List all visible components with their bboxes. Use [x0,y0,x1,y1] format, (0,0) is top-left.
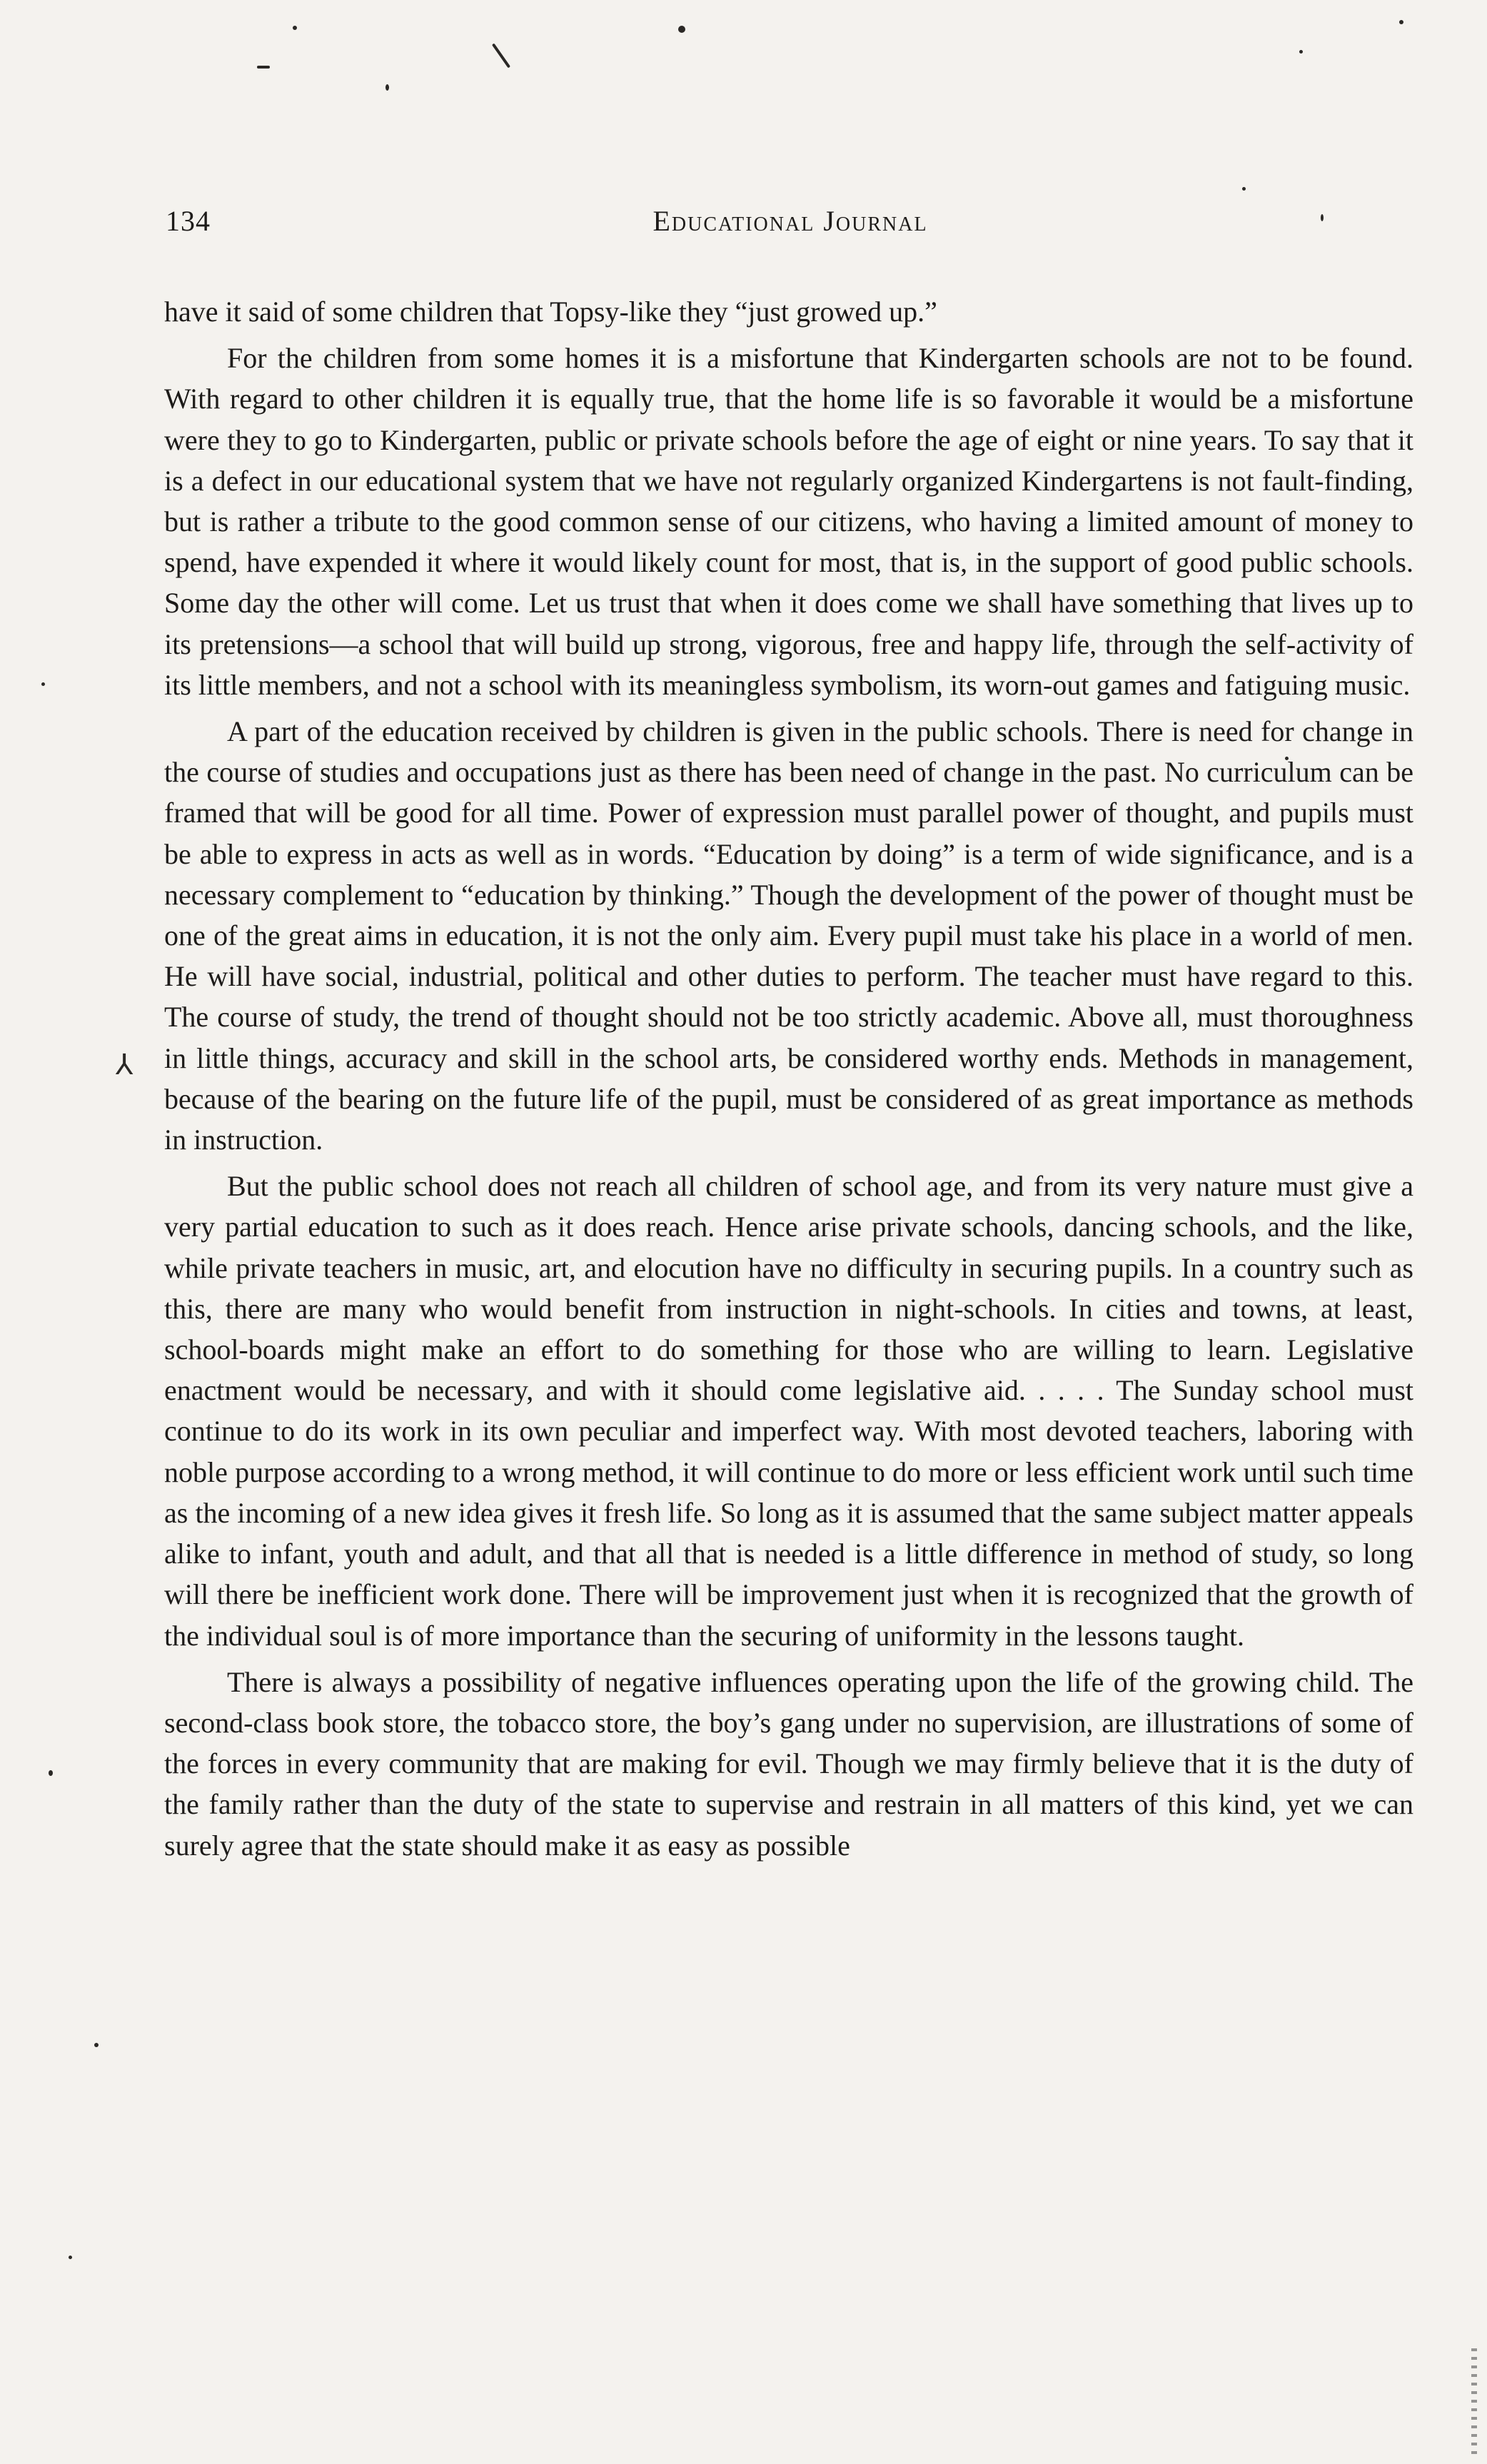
scan-speck [49,1770,53,1776]
paragraph: For the children from some homes it is a misfortune that Kindergarten schools are not to be found. With regard to other children it is equally true, that the home life is so favorable it would be a misfortune were they to go to Kindergarten, public or private schools before the age of eight or nine years. To say that it is a defect in our educational system that we have not regularly organized Kindergartens is not fault-finding, but is rather a tribute to the good common sense of our citizens, who having a limited amount of money to spend, have expended it where it would likely count for most, that is, in the support of good public schools. Some day the other will come. Let us trust that when it does come we shall have something that lives up to its pretensions—a school that will build up strong, vigorous, free and happy life, through the self-activity of its little members, and not a school with its meaningless symbolism, its worn-out games and fatiguing music. [164,342,1413,701]
scan-speck [69,2256,72,2259]
scan-speck [492,43,510,68]
paragraph: A part of the education received by children is given in the public schools. There is need for change in the course of studies and occupations just as there has been need of change in the past. No curriculum can be framed that will be good for all time. Power of expression must parallel power of thought, and pupils must be able to express in acts as well as in words. “Education by doing” is a term of wide significance, and is a necessary complement to “education by thinking.” Though the development of the power of thought must be one of the great aims in education, it is not the only aim. Every pupil must take his place in a world of men. He will have social, industrial, political and other duties to perform. The teacher must have regard to this. The course of study, the trend of thought should not be too strictly academic. Above all, must thoroughness in little things, accuracy and skill in the school arts, be considered worthy ends. Methods in management, because of the bearing on the future life of the pupil, must be considered of as great importance as methods in instruction. [164,715,1413,1156]
margin-annotation-mark: ⅄ [116,1049,133,1081]
scan-speck [678,26,685,33]
scan-speck [1399,20,1403,24]
scan-speck [1299,50,1303,54]
scan-speck [257,66,270,69]
paragraph: But the public school does not reach all children of school age, and from its very nature must give a very partial education to such as it does reach. Hence arise private schools, dancing schools, and the like, while private teachers in music, art, and elocution have no difficulty in securing pupils. In a country such as this, there are many who would benefit from instruction in night-schools. In cities and towns, at least, school-boards might make an effort to do something for those who are willing to learn. Legislative enactment would be necessary, and with it should come legislative aid. . . . . The Sunday school must continue to do its work in its own peculiar and imperfect way. With most devoted teachers, laboring with noble purpose according to a wrong method, it will continue to do more or less efficient work until such time as the incoming of a new idea gives it fresh life. So long as it is assumed that the same subject matter appeals alike to infant, youth and adult, and that all that is needed is a little difference in method of study, so long will there be inefficient work done. There will be improvement just when it is recognized that the growth of the individual soul is of more importance than the securing of uniformity in the lessons taught. [164,1170,1413,1652]
body-text [164,291,1413,1872]
paragraph: There is always a possibility of negative influences operating upon the life of the growing child. The second-class book store, the tobacco store, the boy’s gang under no supervision, are illustrations of some of the forces in every community that are making for evil. Though we may firmly believe that it is the duty of the family rather than the duty of the state to supervise and restrain in all matters of this kind, yet we can surely agree that the state should make it as easy as possible [164,1665,1413,1862]
scan-speck [1242,187,1246,191]
scan-edge-artifact [1471,2348,1477,2455]
running-head: Educational Journal [652,205,928,237]
page-header [166,204,1415,247]
scan-speck [41,682,45,686]
page-number: 134 [166,205,211,237]
scan-speck [385,84,389,91]
scan-speck [94,2043,99,2047]
paragraph: have it said of some children that Topsy-like they “just growed up.” [164,296,937,328]
scan-speck [293,26,297,30]
